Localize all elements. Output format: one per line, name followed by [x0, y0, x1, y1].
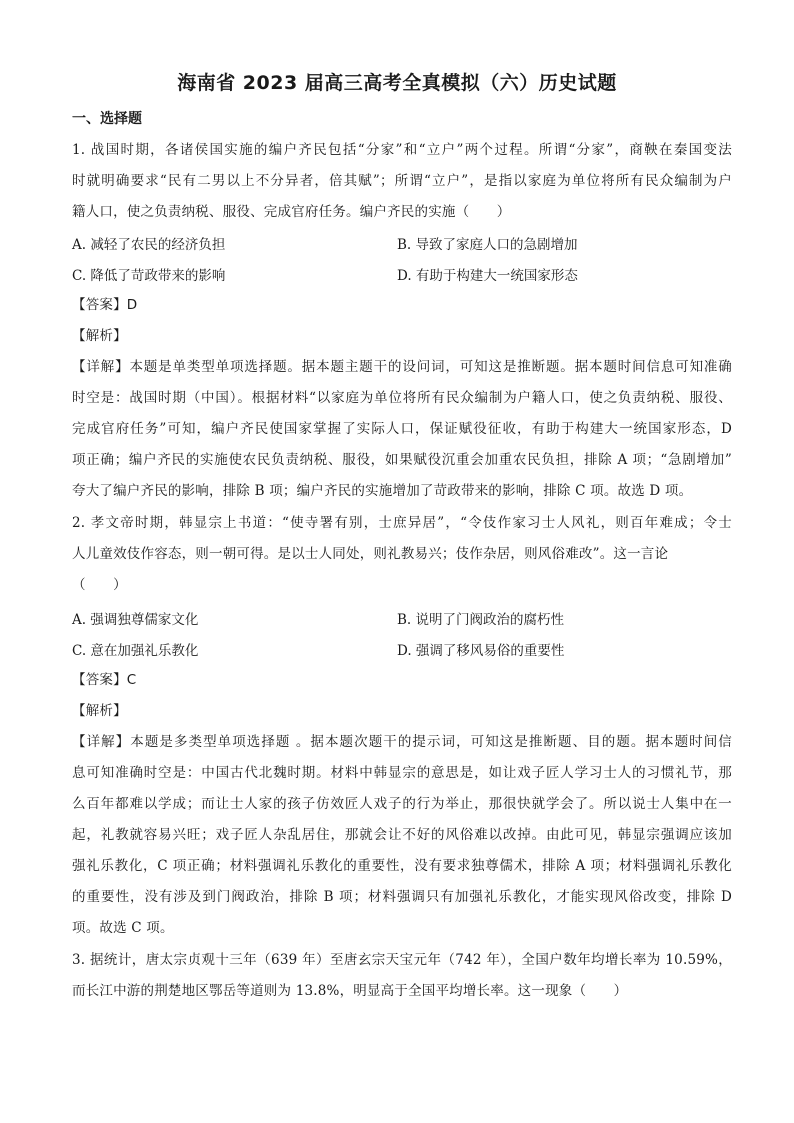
q3-stem-line: 3. 据统计，唐太宗贞观十三年（639 年）至唐玄宗天宝元年（742 年），全国户数年均增长率为 10.59%， — [72, 952, 732, 968]
q1-answer: 【答案】D — [72, 297, 138, 313]
q1-stem-line: 籍人口，使之负责纳税、服役、完成官府任务。编户齐民的实施（ ） — [72, 204, 511, 220]
q2-option-b: B. 说明了门阀政治的腐朽性 — [397, 612, 565, 628]
q1-option-d: D. 有助于构建大一统国家形态 — [397, 268, 578, 284]
q2-option-d: D. 强调了移风易俗的重要性 — [397, 643, 565, 659]
q1-detail-line: 项正确；编户齐民的实施使农民负责纳税、服役，如果赋役沉重会加重农民负担，排除 A 项；“急剧增加” — [72, 452, 732, 468]
q2-detail-line: 的重要性，没有涉及到门阀政治，排除 B 项；材料强调只有加强礼乐教化，才能实现风俗改变，排除 D — [72, 889, 732, 905]
q2-stem-line: （ ） — [72, 577, 127, 593]
q1-stem-line: 时就明确要求“民有二男以上不分异者，倍其赋”；所谓“立户”，是指以家庭为单位将所有民众编制为户 — [72, 173, 732, 189]
section-heading: 一、选择题 — [72, 111, 142, 127]
q2-detail-line: 么百年都难以学成；而让士人家的孩子仿效匠人戏子的行为举止，那很快就学会了。所以说士人集中在一 — [72, 796, 732, 812]
q3-stem-line: 而长江中游的荆楚地区鄂岳等道则为 13.8%，明显高于全国平均增长率。这一现象（ ） — [72, 983, 628, 999]
q2-option-c: C. 意在加强礼乐教化 — [72, 643, 199, 659]
q2-answer: 【答案】C — [72, 672, 137, 688]
q1-detail-line: 夸大了编户齐民的影响，排除 B 项；编户齐民的实施增加了苛政带来的影响，排除 C 项。故选 D 项。 — [72, 483, 693, 499]
page-title: 海南省 2023 届高三高考全真模拟（六）历史试题 — [177, 72, 617, 94]
q2-detail-line: 项。故选 C 项。 — [72, 920, 174, 936]
q1-detail-line: 时空是：战国时期（中国）。根据材料“以家庭为单位将所有民众编制为户籍人口，使之负责纳税、服役、 — [72, 390, 732, 406]
q2-detail-line: 【详解】本题是多类型单项选择题 。据本题次题干的提示词，可知这是推断题、目的题。据本题时间信 — [72, 734, 732, 750]
q1-option-c: C. 降低了苛政带来的影响 — [72, 268, 226, 284]
q2-detail-line: 起，礼教就容易兴旺；戏子匠人杂乱居住，那就会让不好的风俗难以改掉。由此可见，韩显宗强调应该加 — [72, 827, 732, 843]
q2-option-a: A. 强调独尊儒家文化 — [72, 612, 199, 628]
q2-stem-line: 人儿童效伎作容态，则一朝可得。是以士人同处，则礼教易兴；伎作杂居，则风俗难改”。这一言论 — [72, 546, 669, 562]
q2-detail-line: 息可知准确时空是：中国古代北魏时期。材料中韩显宗的意思是，如让戏子匠人学习士人的习惯礼节，那 — [72, 765, 732, 781]
q1-option-b: B. 导致了家庭人口的急剧增加 — [397, 237, 578, 253]
q1-option-a: A. 减轻了农民的经济负担 — [72, 237, 226, 253]
q2-analysis-label: 【解析】 — [72, 703, 127, 719]
q2-stem-line: 2. 孝文帝时期，韩显宗上书道：“使寺署有别，士庶异居”，“令伎作家习士人风礼，则百年难成；令士 — [72, 515, 732, 531]
q1-analysis-label: 【解析】 — [72, 328, 127, 344]
q2-detail-line: 强礼乐教化，C 项正确；材料强调礼乐教化的重要性，没有要求独尊儒术，排除 A 项；材料强调礼乐教化 — [72, 858, 732, 874]
q1-detail-line: 【详解】本题是单类型单项选择题。据本题主题干的设问词，可知这是推断题。据本题时间信息可知准确 — [72, 359, 732, 375]
q1-detail-line: 完成官府任务”可知，编户齐民使国家掌握了实际人口，保证赋役征收，有助于构建大一统国家形态，D — [72, 421, 732, 437]
q1-stem-line: 1. 战国时期，各诸侯国实施的编户齐民包括“分家”和“立户”两个过程。所谓“分家”，商鞅在秦国变法 — [72, 142, 732, 158]
